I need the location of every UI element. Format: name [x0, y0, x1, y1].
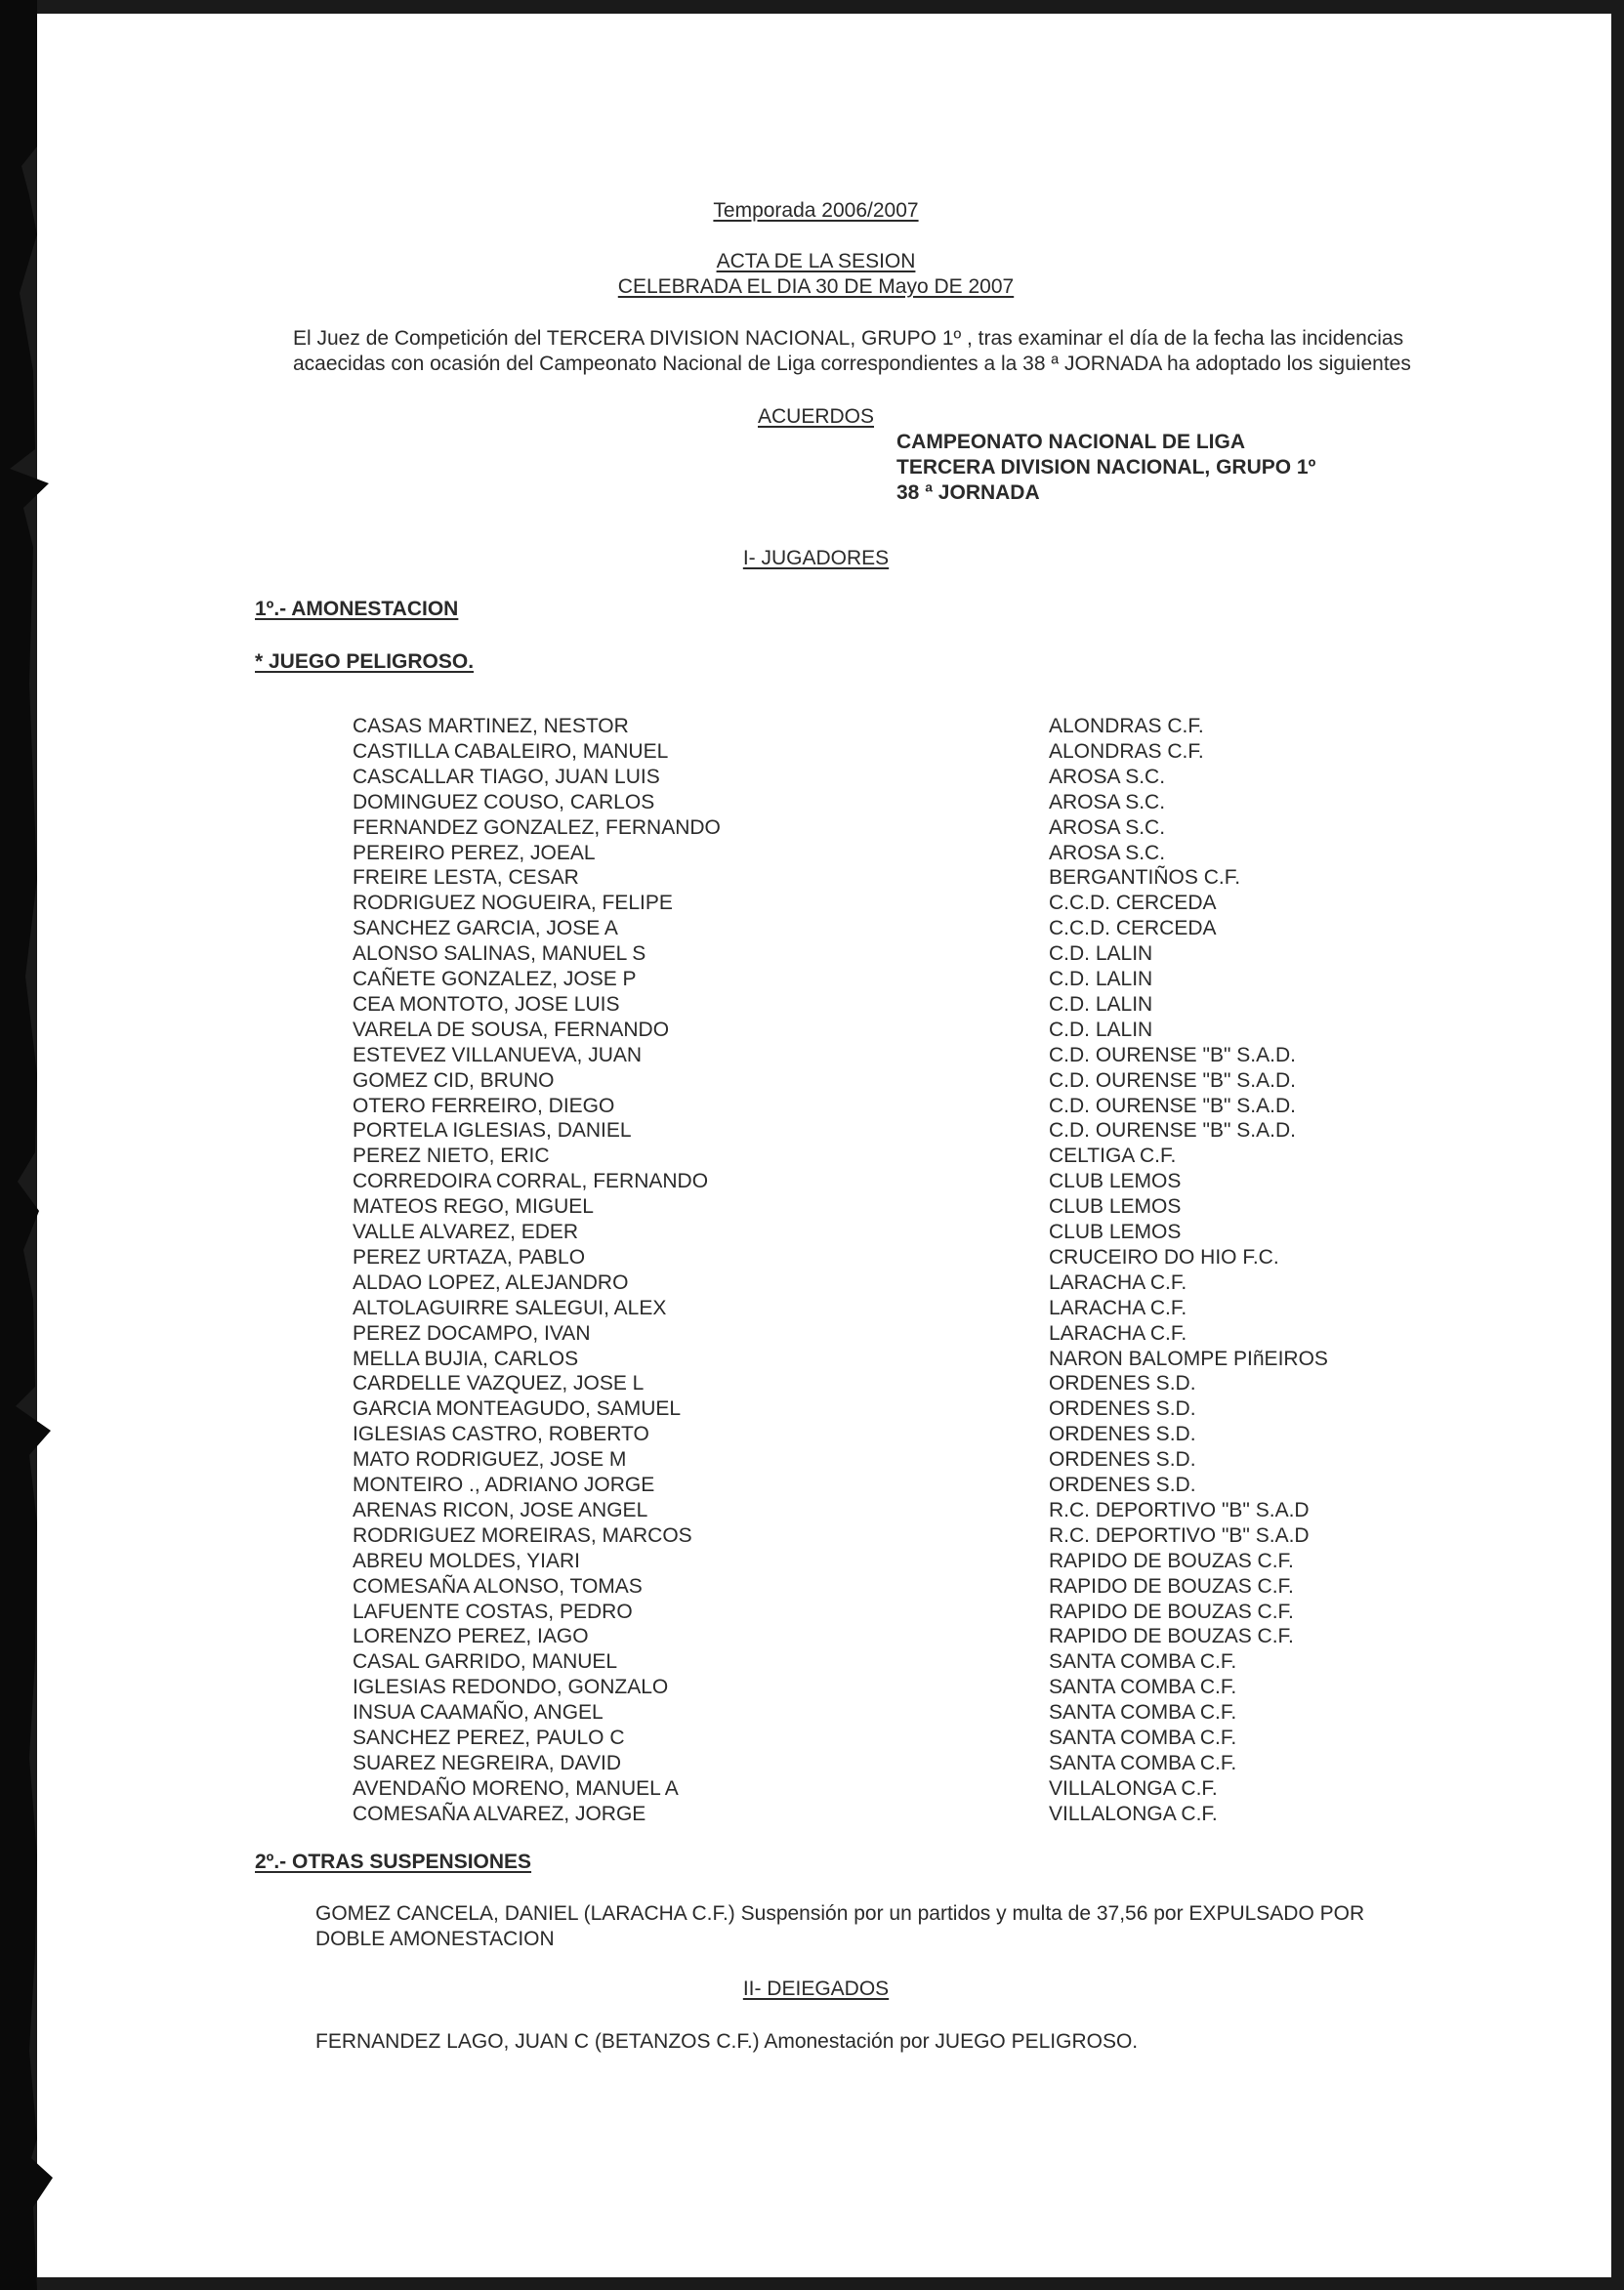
player-club: CLUB LEMOS — [1049, 1195, 1182, 1218]
player-name: ALTOLAGUIRRE SALEGUI, ALEX — [353, 1297, 667, 1319]
player-club: SANTA COMBA C.F. — [1049, 1701, 1237, 1724]
intro-line-1: El Juez de Competición del TERCERA DIVISION NACIONAL, GRUPO 1º , tras examinar el día de la fecha las incidencias — [293, 327, 1404, 350]
player-club: BERGANTIÑOS C.F. — [1049, 866, 1241, 889]
player-name: CEA MONTOTO, JOSE LUIS — [353, 993, 620, 1016]
player-name: PEREIRO PEREZ, JOEAL — [353, 842, 596, 864]
player-club: RAPIDO DE BOUZAS C.F. — [1049, 1625, 1294, 1647]
section-delegados-heading: II- DEIEGADOS — [742, 1978, 890, 2000]
otras-suspensiones-heading: 2º.- OTRAS SUSPENSIONES — [255, 1851, 532, 1873]
player-name: DOMINGUEZ COUSO, CARLOS — [353, 791, 655, 813]
competition-round: 38 ª JORNADA — [896, 481, 1040, 504]
player-club: C.D. LALIN — [1049, 993, 1153, 1016]
player-club: LARACHA C.F. — [1049, 1297, 1187, 1319]
player-club: CLUB LEMOS — [1049, 1170, 1182, 1192]
player-name: IGLESIAS CASTRO, ROBERTO — [353, 1423, 649, 1445]
player-name: COMESAÑA ALONSO, TOMAS — [353, 1575, 643, 1598]
player-name: VALLE ALVAREZ, EDER — [353, 1221, 579, 1243]
juego-peligroso-heading: * JUEGO PELIGROSO. — [255, 650, 475, 673]
player-name: ALONSO SALINAS, MANUEL S — [353, 942, 646, 965]
player-name: GARCIA MONTEAGUDO, SAMUEL — [353, 1397, 682, 1420]
player-name: PORTELA IGLESIAS, DANIEL — [353, 1119, 632, 1142]
player-club: LARACHA C.F. — [1049, 1322, 1187, 1345]
acta-date: CELEBRADA EL DIA 30 DE Mayo DE 2007 — [617, 275, 1015, 298]
player-name: CARDELLE VAZQUEZ, JOSE L — [353, 1372, 645, 1395]
player-club: AROSA S.C. — [1049, 766, 1166, 788]
player-name: PEREZ URTAZA, PABLO — [353, 1246, 586, 1269]
suspension-line-2: DOBLE AMONESTACION — [315, 1928, 555, 1950]
player-name: MONTEIRO ., ADRIANO JORGE — [353, 1474, 655, 1496]
player-club: ALONDRAS C.F. — [1049, 740, 1204, 763]
acuerdos-heading: ACUERDOS — [757, 405, 875, 428]
player-club: VILLALONGA C.F. — [1049, 1777, 1218, 1800]
player-club: RAPIDO DE BOUZAS C.F. — [1049, 1550, 1294, 1572]
amonestacion-heading: 1º.- AMONESTACION — [255, 598, 459, 620]
player-club: LARACHA C.F. — [1049, 1271, 1187, 1294]
player-name: RODRIGUEZ MOREIRAS, MARCOS — [353, 1524, 692, 1547]
player-club: NARON BALOMPE PIñEIROS — [1049, 1348, 1328, 1370]
player-name: ABREU MOLDES, YIARI — [353, 1550, 581, 1572]
player-name: MATEOS REGO, MIGUEL — [353, 1195, 594, 1218]
player-club: SANTA COMBA C.F. — [1049, 1752, 1237, 1774]
acta-title: ACTA DE LA SESION — [716, 250, 916, 272]
player-club: C.D. LALIN — [1049, 942, 1153, 965]
player-name: SUAREZ NEGREIRA, DAVID — [353, 1752, 621, 1774]
player-name: RODRIGUEZ NOGUEIRA, FELIPE — [353, 892, 673, 914]
delegado-sanction-line: FERNANDEZ LAGO, JUAN C (BETANZOS C.F.) Amonestación por JUEGO PELIGROSO. — [315, 2030, 1139, 2053]
player-name: ESTEVEZ VILLANUEVA, JUAN — [353, 1044, 643, 1066]
player-club: R.C. DEPORTIVO "B" S.A.D — [1049, 1499, 1310, 1521]
player-name: COMESAÑA ALVAREZ, JORGE — [353, 1803, 646, 1825]
player-club: SANTA COMBA C.F. — [1049, 1727, 1237, 1749]
player-club: C.D. LALIN — [1049, 968, 1153, 990]
competition-division: TERCERA DIVISION NACIONAL, GRUPO 1º — [896, 456, 1316, 479]
intro-line-2: acaecidas con ocasión del Campeonato Nacional de Liga correspondientes a la 38 ª JORNADA ha adoptado los siguientes — [293, 353, 1411, 375]
player-club: AROSA S.C. — [1049, 842, 1166, 864]
section-jugadores-heading: I- JUGADORES — [742, 547, 890, 569]
player-name: PEREZ NIETO, ERIC — [353, 1145, 550, 1167]
player-club: C.C.D. CERCEDA — [1049, 892, 1217, 914]
player-club: AROSA S.C. — [1049, 791, 1166, 813]
player-club: SANTA COMBA C.F. — [1049, 1676, 1237, 1698]
player-name: SANCHEZ PEREZ, PAULO C — [353, 1727, 625, 1749]
player-club: C.D. OURENSE "B" S.A.D. — [1049, 1095, 1296, 1117]
player-club: C.C.D. CERCEDA — [1049, 917, 1217, 939]
player-club: RAPIDO DE BOUZAS C.F. — [1049, 1601, 1294, 1623]
player-name: GOMEZ CID, BRUNO — [353, 1069, 555, 1092]
competition-name: CAMPEONATO NACIONAL DE LIGA — [896, 431, 1246, 453]
player-club: C.D. OURENSE "B" S.A.D. — [1049, 1044, 1296, 1066]
intro-paragraph — [293, 326, 1504, 377]
player-name: CASAL GARRIDO, MANUEL — [353, 1650, 618, 1673]
player-club: ORDENES S.D. — [1049, 1448, 1196, 1471]
player-name: CASCALLAR TIAGO, JUAN LUIS — [353, 766, 660, 788]
player-name: CAÑETE GONZALEZ, JOSE P — [353, 968, 637, 990]
player-club: CRUCEIRO DO HIO F.C. — [1049, 1246, 1279, 1269]
player-club: ORDENES S.D. — [1049, 1372, 1196, 1395]
player-name: ALDAO LOPEZ, ALEJANDRO — [353, 1271, 629, 1294]
suspension-line-1: GOMEZ CANCELA, DANIEL (LARACHA C.F.) Suspensión por un partidos y multa de 37,56 por EXPULSADO POR — [315, 1902, 1365, 1925]
document-page — [37, 14, 1611, 2277]
player-club: VILLALONGA C.F. — [1049, 1803, 1218, 1825]
player-name: IGLESIAS REDONDO, GONZALO — [353, 1676, 669, 1698]
player-name: OTERO FERREIRO, DIEGO — [353, 1095, 615, 1117]
player-name: PEREZ DOCAMPO, IVAN — [353, 1322, 591, 1345]
player-club: C.D. OURENSE "B" S.A.D. — [1049, 1119, 1296, 1142]
player-name: INSUA CAAMAÑO, ANGEL — [353, 1701, 604, 1724]
player-club: ORDENES S.D. — [1049, 1397, 1196, 1420]
player-name: SANCHEZ GARCIA, JOSE A — [353, 917, 618, 939]
player-name: MELLA BUJIA, CARLOS — [353, 1348, 579, 1370]
player-club: RAPIDO DE BOUZAS C.F. — [1049, 1575, 1294, 1598]
player-name: CASAS MARTINEZ, NESTOR — [353, 715, 629, 737]
player-club: ALONDRAS C.F. — [1049, 715, 1204, 737]
player-name: LAFUENTE COSTAS, PEDRO — [353, 1601, 633, 1623]
player-club: ORDENES S.D. — [1049, 1423, 1196, 1445]
player-club: CELTIGA C.F. — [1049, 1145, 1177, 1167]
season-heading: Temporada 2006/2007 — [713, 199, 919, 222]
player-name: LORENZO PEREZ, IAGO — [353, 1625, 589, 1647]
player-name: VARELA DE SOUSA, FERNANDO — [353, 1019, 670, 1041]
player-club: R.C. DEPORTIVO "B" S.A.D — [1049, 1524, 1310, 1547]
torn-paper-edge — [0, 0, 68, 2290]
player-name: CASTILLA CABALEIRO, MANUEL — [353, 740, 669, 763]
player-club: AROSA S.C. — [1049, 816, 1166, 839]
player-club: SANTA COMBA C.F. — [1049, 1650, 1237, 1673]
player-name: FERNANDEZ GONZALEZ, FERNANDO — [353, 816, 721, 839]
player-club: C.D. OURENSE "B" S.A.D. — [1049, 1069, 1296, 1092]
player-club: C.D. LALIN — [1049, 1019, 1153, 1041]
player-name: ARENAS RICON, JOSE ANGEL — [353, 1499, 648, 1521]
player-name: FREIRE LESTA, CESAR — [353, 866, 579, 889]
player-club: CLUB LEMOS — [1049, 1221, 1182, 1243]
player-name: MATO RODRIGUEZ, JOSE M — [353, 1448, 627, 1471]
player-club: ORDENES S.D. — [1049, 1474, 1196, 1496]
player-name: AVENDAÑO MORENO, MANUEL A — [353, 1777, 679, 1800]
player-name: CORREDOIRA CORRAL, FERNANDO — [353, 1170, 709, 1192]
